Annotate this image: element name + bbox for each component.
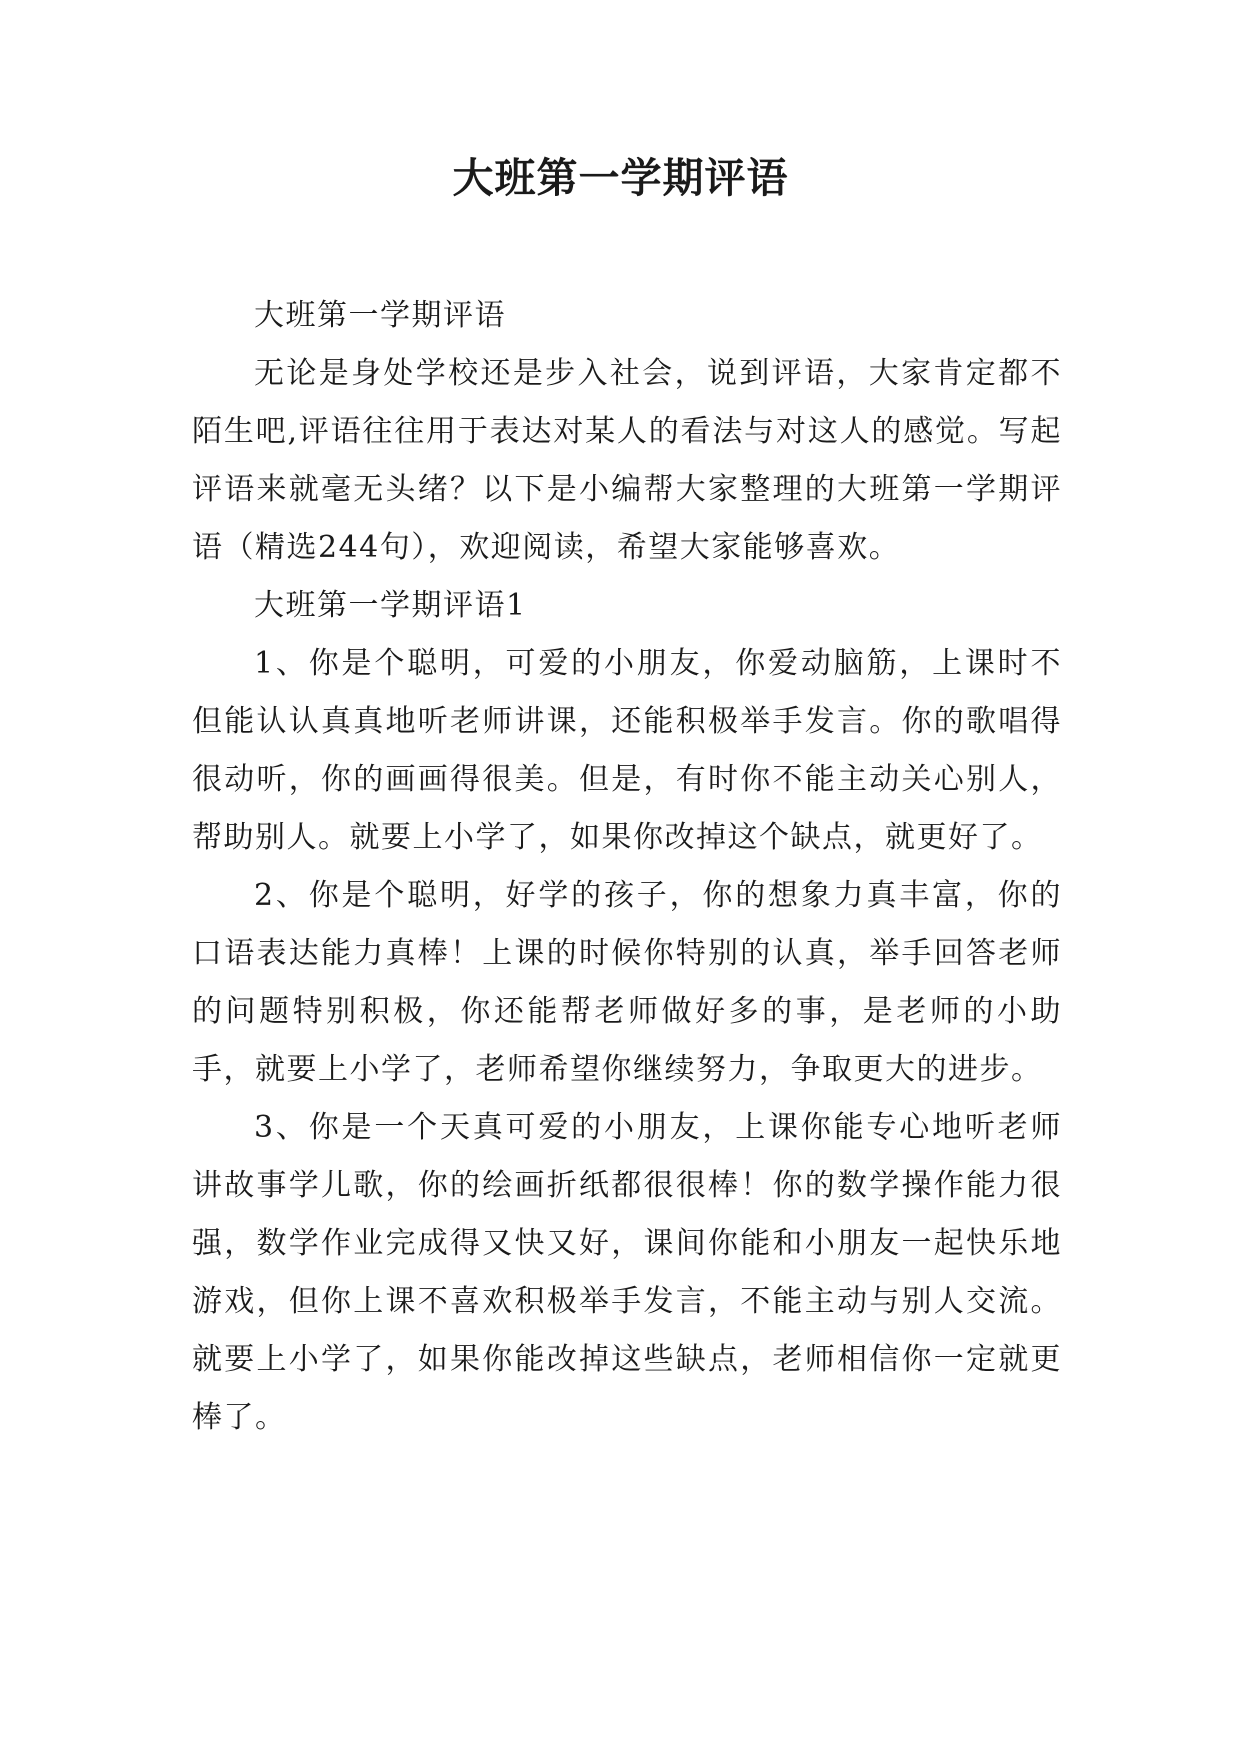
- comment-paragraph-2: 2、你是个聪明，好学的孩子，你的想象力真丰富，你的口语表达能力真棒！上课的时候你特别的认真，举手回答老师的问题特别积极，你还能帮老师做好多的事，是老师的小助手，就要上小学了，老师希望你继续努力，争取更大的进步。: [192, 878, 1062, 1087]
- intro-paragraph: 无论是身处学校还是步入社会，说到评语，大家肯定都不陌生吧,评语往往用于表达对某人的看法与对这人的感觉。写起评语来就毫无头绪？以下是小编帮大家整理的大班第一学期评语（精选244句），欢迎阅读，希望大家能够喜欢。: [192, 356, 1062, 565]
- document-title: 大班第一学期评语: [452, 154, 789, 202]
- comment-paragraph-3: 3、你是一个天真可爱的小朋友，上课你能专心地听老师讲故事学儿歌，你的绘画折纸都很很棒！你的数学操作能力很强，数学作业完成得又快又好，课间你能和小朋友一起快乐地游戏，但你上课不喜欢积极举手发言，不能主动与别人交流。就要上小学了，如果你能改掉这些缺点，老师相信你一定就更棒了。: [192, 1110, 1062, 1435]
- section-heading: 大班第一学期评语1: [254, 588, 527, 623]
- subtitle-paragraph: 大班第一学期评语: [254, 298, 506, 333]
- comment-paragraph-1: 1、你是个聪明，可爱的小朋友，你爱动脑筋，上课时不但能认认真真地听老师讲课，还能积极举手发言。你的歌唱得很动听，你的画画得很美。但是，有时你不能主动关心别人，帮助别人。就要上小学了，如果你改掉这个缺点，就更好了。: [192, 646, 1062, 855]
- document-body: [192, 287, 1062, 1447]
